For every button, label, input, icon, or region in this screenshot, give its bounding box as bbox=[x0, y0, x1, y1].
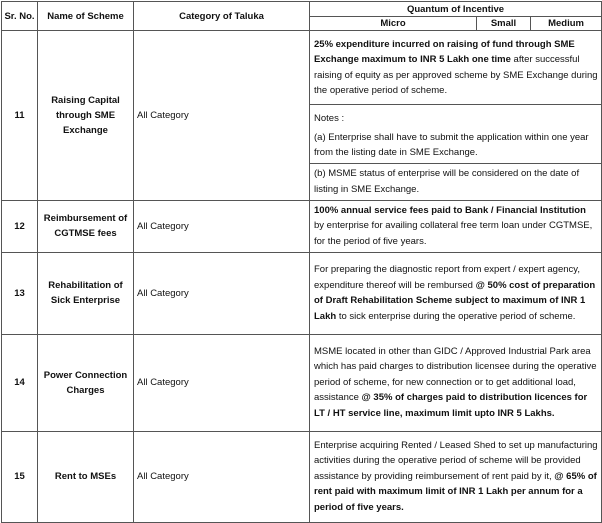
incentive-bold-text: 25% expenditure incurred on raising of fund through SME Exchange maximum to INR 5 Lakh one time bbox=[314, 38, 575, 65]
notes-title: Notes : bbox=[314, 113, 345, 124]
row-scheme-name: Power Connection Charges bbox=[38, 334, 134, 431]
row-incentive-text bbox=[310, 431, 602, 522]
row-notes bbox=[310, 105, 602, 164]
incentive-plain-text: For preparing the diagnostic report from expert / expert agency, expenditure thereof will be rembursed bbox=[314, 264, 580, 291]
row-incentive-text bbox=[310, 252, 602, 334]
row-sr-no: 15 bbox=[2, 431, 38, 522]
header-small: Small bbox=[477, 17, 531, 31]
incentive-bold-text: 100% annual service fees paid to Bank / Financial Institution bbox=[314, 204, 586, 216]
header-quantum: Quantum of Incentive bbox=[310, 2, 602, 17]
row-scheme-name: Raising Capital through SME Exchange bbox=[38, 31, 134, 201]
incentive-plain-text: to sick enterprise during the operative period of scheme. bbox=[336, 310, 576, 322]
row-category: All Category bbox=[134, 200, 310, 252]
row-scheme-name: Reimbursement of CGTMSE fees bbox=[38, 200, 134, 252]
incentive-bold-text: @ 50% cost of preparation of Draft Rehabilitation Scheme subject to maximum of INR 1 Lakh bbox=[314, 279, 596, 322]
row-sr-no: 12 bbox=[2, 200, 38, 252]
row-category: All Category bbox=[134, 252, 310, 334]
table-row bbox=[2, 252, 602, 334]
table-row bbox=[2, 334, 602, 431]
row-category: All Category bbox=[134, 31, 310, 201]
table-row bbox=[2, 200, 602, 252]
row-incentive-text bbox=[310, 200, 602, 252]
incentive-plain-text: by enterprise for availing collateral free term loan under CGTMSE, for the period of five years. bbox=[314, 220, 593, 247]
row-sr-no: 11 bbox=[2, 31, 38, 201]
header-category: Category of Taluka bbox=[134, 2, 310, 31]
incentive-bold-text: @ 65% of rent paid with maximum limit of INR 1 Lakh per annum for a period of five years. bbox=[314, 470, 597, 513]
header-scheme-name: Name of Scheme bbox=[38, 2, 134, 31]
note-b: (b) MSME status of enterprise will be considered on the date of listing in SME Exchange. bbox=[310, 163, 602, 200]
table-row bbox=[2, 431, 602, 522]
row-scheme-name: Rent to MSEs bbox=[38, 431, 134, 522]
incentive-plain-text: MSME located in other than GIDC / Approved Industrial Park area which has paid charges to distribution licensee during the operative period of scheme, for new connection or to get additional load, assistance bbox=[314, 345, 597, 404]
incentive-plain-text: Enterprise acquiring Rented / Leased Shed to set up manufacturing activities during the operative period of scheme will be provided assistance by providing reimbursement of rent paid by it, bbox=[314, 439, 598, 482]
row-category: All Category bbox=[134, 431, 310, 522]
row-incentive-text bbox=[310, 334, 602, 431]
note-a: (a) Enterprise shall have to submit the application within one year from the listing date in SME Exchange. bbox=[314, 131, 589, 158]
row-sr-no: 14 bbox=[2, 334, 38, 431]
row-incentive-text bbox=[310, 31, 602, 105]
row-category: All Category bbox=[134, 334, 310, 431]
incentive-table bbox=[1, 1, 602, 523]
incentive-plain-text: after successful raising of equity as per approved scheme by SME Exchange during the operative period of scheme. bbox=[314, 54, 598, 96]
header-micro: Micro bbox=[310, 17, 477, 31]
header-sr-no: Sr. No. bbox=[2, 2, 38, 31]
row-sr-no: 13 bbox=[2, 252, 38, 334]
table-row bbox=[2, 31, 602, 105]
header-medium: Medium bbox=[531, 17, 602, 31]
incentive-bold-text: @ 35% of charges paid to distribution licences for LT / HT service line, maximum limit upto INR 5 Lakhs. bbox=[314, 392, 588, 419]
row-scheme-name: Rehabilitation of Sick Enterprise bbox=[38, 252, 134, 334]
